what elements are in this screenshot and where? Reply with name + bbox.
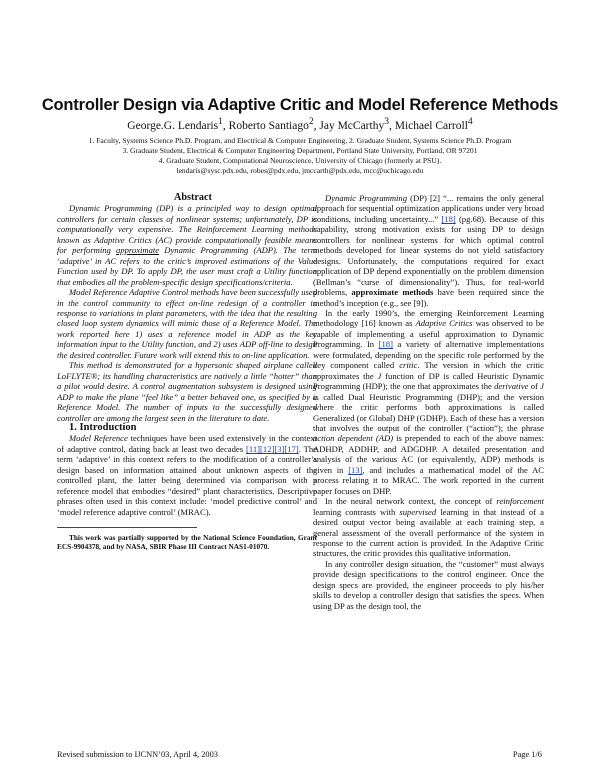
author-sup: 4: [467, 116, 473, 127]
citation-link[interactable]: [18]: [441, 213, 456, 224]
text-run: (pg.68). Because of this capability, strong motivation exists for using DP to design controllers for nonlinear systems for which optimal control methods developed for linear systems do not yield satisfactory designs. Unfortunately, the computations required for exact application of DP depend exponentially on the problem dimension (Bellman’s “curse of dimensionality”). Thus, for real-world problems,: [313, 213, 544, 298]
text-run: of: [528, 381, 541, 392]
footer-page-number: Page 1/6: [512, 750, 542, 759]
paper-title: Controller Design via Adaptive Critic and Model Reference Methods: [41, 96, 559, 114]
text-run: , and includes a mathematical model of the AC process relating it to MRAC. The work reported in the current paper focuses on DHP.: [313, 464, 545, 496]
footer-submission: Revised submission to IJCNN’03, April 4, 2003: [57, 750, 218, 759]
text-run: Model Reference: [69, 433, 128, 444]
text-run: In the early 1990’s, the emerging Reinforcement Learning methodology [16] known as: [313, 307, 544, 329]
text-run: action dependent (AD): [313, 433, 394, 444]
text-run: Dynamic Programming: [325, 193, 408, 203]
affiliation-line: 1. Faculty, Systems Science Ph.D. Program, and Electrical & Computer Engineering, 2. Graduate Student, Systems Science Ph.D. Program: [88, 136, 512, 145]
abstract-paragraph: Model Reference Adaptive Control methods have been successfully used in the control community to effect on-line redesign of a controller in response to variations in plant parameters, with the idea that the resulting closed loop system dynamics will mimic those of a Reference Model. The work reported here 1) uses a reference model in ADP as the key information input to the Utility function, and 2) uses ADP off-line to design the desired controller. Future work will extend this to on-line application.: [57, 287, 317, 360]
text-run: was observed to be capable of implementing a useful approximation to Dynamic Programming. In: [313, 318, 544, 350]
author-sup: 3: [384, 116, 390, 127]
email-line: lendaris@sysc.pdx.edu, robes@pdx.edu, jmccarth@pdx.edu, mcc@uchicago.edu: [176, 166, 424, 175]
left-column: [57, 193, 317, 552]
citation-link[interactable]: [13]: [348, 464, 363, 475]
text-run: learning in that instead of a desired output vector being available at each training step, a general assessment of the overall performance of the system in response to the current action is provided. In the Adaptive Critic structures, the critic provides this qualitative information.: [313, 506, 544, 559]
text-run: . The term ‘adaptive’ in this context refers to the modification of a controller’s design based on information attained about unknown aspects of the controlled plant, the latter being determined via comparison with a reference model that embodies “desired” plant characteristics. Descriptive phrases often used in this context include: ‘model predictive control’ and ‘model reference adaptive control’ (MRAC).: [57, 443, 317, 517]
affiliation-line: 3. Graduate Student, Electrical & Computer Engineering Department, Portland State University, Portland, OR 97201: [122, 146, 478, 155]
citation-link[interactable]: [11][12][3][17]: [246, 443, 299, 454]
affiliation-line: 4. Graduate Student, Computational Neuroscience, University of Chicago (formerly at PSU).: [158, 156, 442, 165]
text-run: J: [540, 381, 544, 392]
text-run: have been required since the method’s inception (e.g., see [9]).: [313, 287, 545, 308]
abstract-paragraph: This method is demonstrated for a hypersonic shaped airplane called LoFLYTE®; its handling characteristics are natively a little “hotter” than a pilot would desire. A control augmentation subsystem is designed using ADP to make the plane “feel like” a better behaved one, as specified by a Reference Model. The number of inputs to the successfully designed controller are among the largest seen in the literature to date.: [57, 360, 317, 423]
body-paragraph: [313, 308, 544, 496]
body-paragraph: [313, 496, 544, 559]
author-sup: 2: [308, 116, 314, 127]
text-run: critic: [399, 360, 418, 371]
text-run: learning contrasts with: [313, 506, 400, 517]
footnote-rule: [57, 527, 197, 528]
funding-footnote: This work was partially supported by the National Science Foundation, Grant ECS-9904378, and by NASA, SBIR Phase III Contract NAS1-01070.: [57, 533, 317, 552]
right-column: [313, 193, 544, 611]
author-name: Jay McCarthy: [319, 119, 385, 132]
text-run: is prepended to each of the above names: ADHDP, ADDHP, and ADGDHP. A detailed presentation and analysis of the various AC (or equivalently, ADP) methods is given in: [313, 433, 544, 475]
abstract-heading: Abstract: [174, 192, 212, 203]
text-run: In the neural network context, the concept of: [325, 496, 497, 507]
text-run: . The version in which the critic approximates the: [313, 360, 544, 381]
section-heading: 1. Introduction: [69, 421, 137, 433]
intro-paragraph: [57, 433, 317, 517]
text-run: approximate methods: [351, 287, 434, 298]
text-run: J: [377, 370, 382, 381]
author-sep: ,: [389, 119, 395, 132]
author-name: Michael Carroll: [394, 119, 468, 132]
author-name: George.G. Lendaris: [127, 119, 219, 132]
text-run: supervised: [399, 506, 437, 517]
text-run: Adaptive Critics: [415, 318, 473, 329]
text-run: a variety of alternative implementations were formulated, depending on the specific role performed by the key component called: [313, 339, 544, 371]
text-run: reinforcement: [496, 496, 544, 507]
text-run: (DP) [2] “... remains the only general approach for sequential optimization applications under very broad conditions, including uncertainty...”: [313, 193, 544, 224]
author-list: [0, 116, 600, 132]
text-run: is called Dual Heuristic Programming (DHP); and the version where the critic performs both approximations is called Generalized (or Global) DHP (GDHP). Each of these has a version that involves the output of the controller (“action”); the phrase: [313, 391, 544, 433]
body-paragraph: In any controller design situation, the “customer” must always provide design specifications to the control engineer. Once the design specs are provided, the engineer proceeds to ply his/her skills to develop a controller design that satisfies the specs. When using DP as the design tool, the: [313, 558, 544, 611]
text-run: techniques have been used extensively in the context of adaptive control, dating back at least two decades: [57, 433, 317, 454]
citation-link[interactable]: [18]: [378, 339, 393, 350]
author-sep: ,: [313, 119, 320, 132]
abstract-paragraph: Dynamic Programming (DP) is a principled way to design optimal controllers for certain classes of nonlinear systems; unfortunately, DP is computationally very expensive. The Reinforcement Learning methods known as Adaptive Critics (AC) provide computationally feasible means for performing approximate Dynamic Programming (ADP). The term ‘adaptive’ in AC refers to the critic’s improved estimations of the Value Function used by DP. To apply DP, the user must craft a Utility function that embodies all the problem-specific design specifications/criteria.: [57, 203, 318, 287]
text-run: function of DP is called Heuristic Dynamic Programming (HDP); the one that approximates the: [313, 370, 544, 392]
author-sep: ,: [222, 119, 229, 132]
author-sup: 1: [218, 116, 223, 127]
text-run: derivative: [494, 381, 529, 392]
body-paragraph: [313, 193, 544, 308]
author-name: Roberto Santiago: [228, 119, 309, 132]
